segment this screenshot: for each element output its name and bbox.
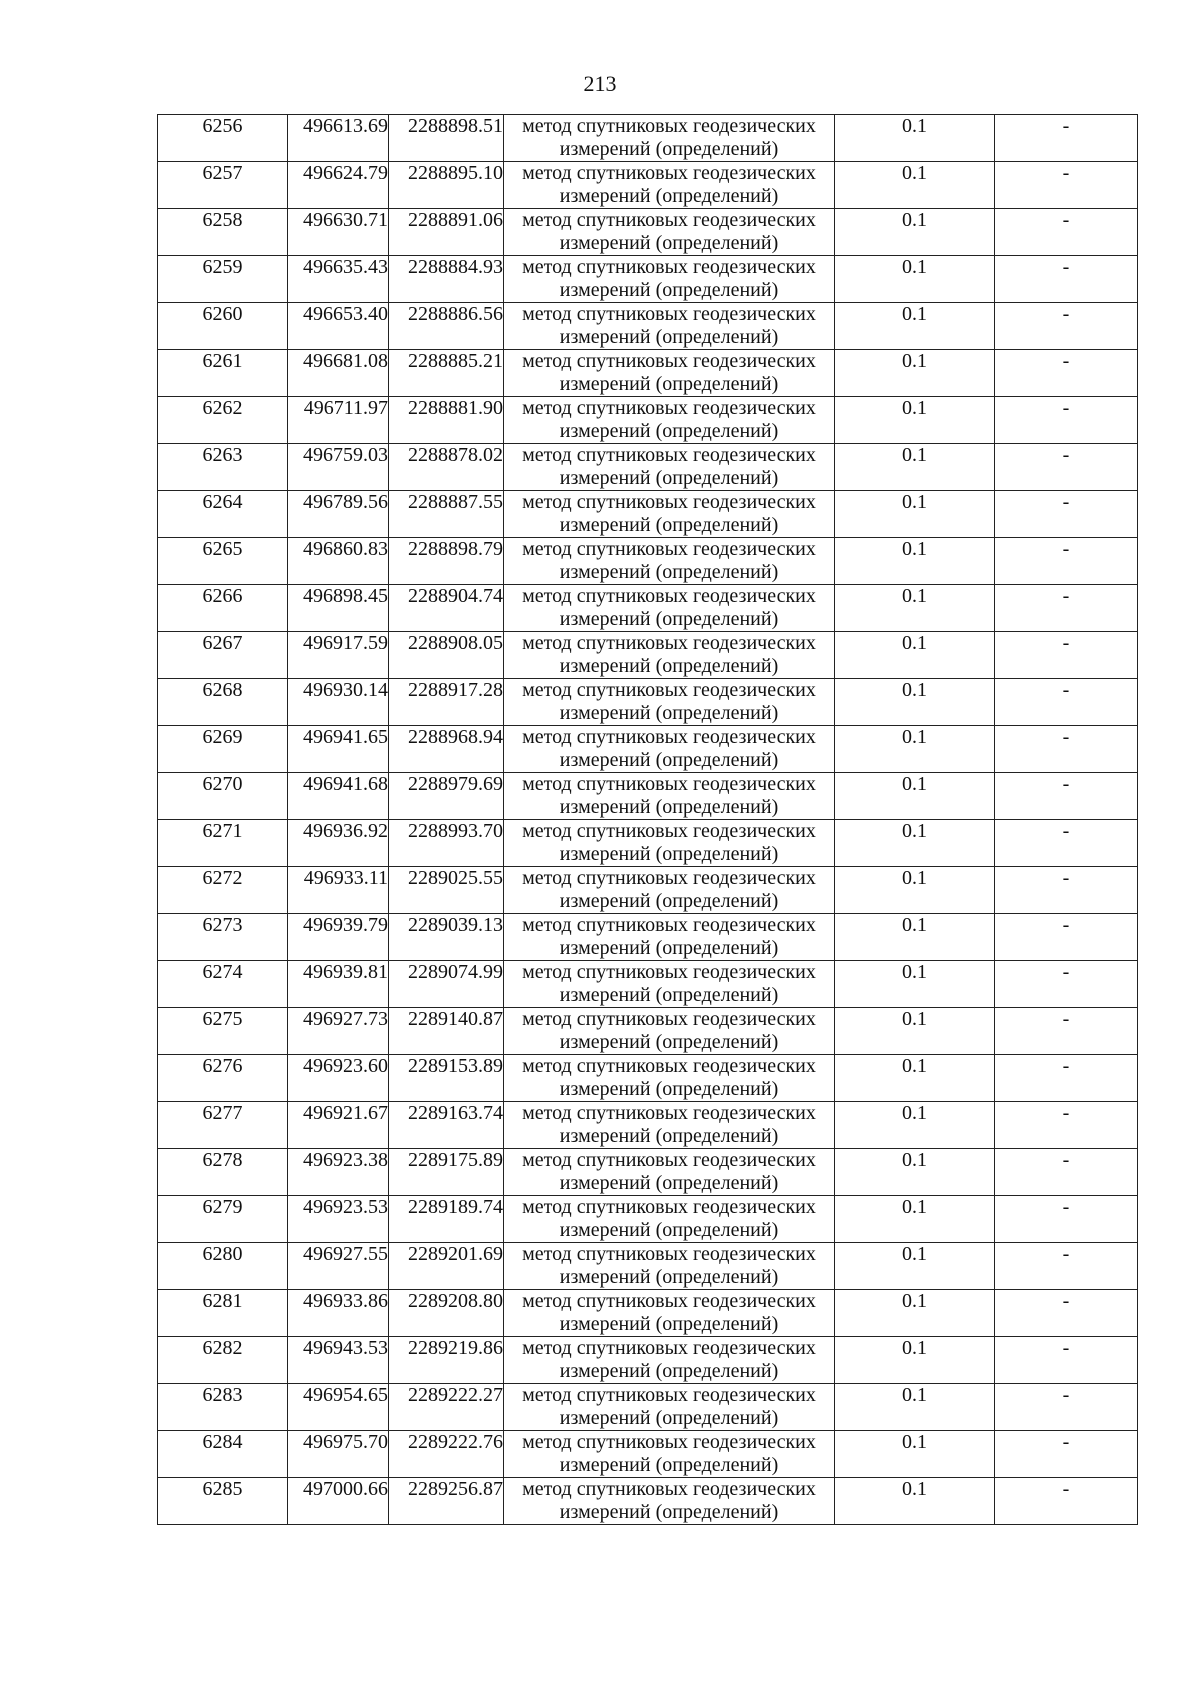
table-row — [158, 256, 1138, 303]
y-coordinate-cell: 2289074.99 — [389, 961, 504, 1008]
method-line-2: измерений (определений) — [559, 1266, 779, 1288]
y-coordinate-cell: 2288886.56 — [389, 303, 504, 350]
description-cell: - — [995, 914, 1138, 961]
method-line-1: метод спутниковых геодезических — [522, 679, 816, 701]
table-row — [158, 303, 1138, 350]
point-number-cell: 6261 — [158, 350, 288, 397]
accuracy-cell: 0.1 — [835, 820, 995, 867]
point-number-cell: 6279 — [158, 1196, 288, 1243]
table-row — [158, 632, 1138, 679]
method-cell — [504, 1196, 835, 1243]
x-coordinate-cell: 496941.65 — [288, 726, 389, 773]
method-line-1: метод спутниковых геодезических — [522, 961, 816, 983]
table-row — [158, 585, 1138, 632]
point-number-cell: 6283 — [158, 1384, 288, 1431]
method-line-1: метод спутниковых геодезических — [522, 585, 816, 607]
point-number-cell: 6270 — [158, 773, 288, 820]
method-line-1: метод спутниковых геодезических — [522, 773, 816, 795]
table-row — [158, 820, 1138, 867]
x-coordinate-cell: 496939.79 — [288, 914, 389, 961]
x-coordinate-cell: 496613.69 — [288, 115, 389, 162]
accuracy-cell: 0.1 — [835, 162, 995, 209]
method-line-1: метод спутниковых геодезических — [522, 1431, 816, 1453]
x-coordinate-cell: 496630.71 — [288, 209, 389, 256]
point-number-cell: 6281 — [158, 1290, 288, 1337]
method-cell — [504, 538, 835, 585]
method-line-2: измерений (определений) — [559, 1313, 779, 1335]
method-line-2: измерений (определений) — [559, 843, 779, 865]
accuracy-cell: 0.1 — [835, 209, 995, 256]
y-coordinate-cell: 2288884.93 — [389, 256, 504, 303]
table-row — [158, 773, 1138, 820]
table-row — [158, 491, 1138, 538]
table-row — [158, 538, 1138, 585]
y-coordinate-cell: 2289140.87 — [389, 1008, 504, 1055]
x-coordinate-cell: 496789.56 — [288, 491, 389, 538]
description-cell: - — [995, 1102, 1138, 1149]
method-line-2: измерений (определений) — [559, 937, 779, 959]
x-coordinate-cell: 496939.81 — [288, 961, 389, 1008]
table-row — [158, 162, 1138, 209]
method-cell — [504, 350, 835, 397]
description-cell: - — [995, 444, 1138, 491]
accuracy-cell: 0.1 — [835, 585, 995, 632]
point-number-cell: 6258 — [158, 209, 288, 256]
method-line-1: метод спутниковых геодезических — [522, 1102, 816, 1124]
accuracy-cell: 0.1 — [835, 1196, 995, 1243]
table-row — [158, 961, 1138, 1008]
method-line-1: метод спутниковых геодезических — [522, 115, 816, 137]
method-line-1: метод спутниковых геодезических — [522, 1243, 816, 1265]
method-line-1: метод спутниковых геодезических — [522, 162, 816, 184]
point-number-cell: 6271 — [158, 820, 288, 867]
method-line-2: измерений (определений) — [559, 138, 779, 160]
accuracy-cell: 0.1 — [835, 1431, 995, 1478]
method-line-2: измерений (определений) — [559, 420, 779, 442]
x-coordinate-cell: 496927.73 — [288, 1008, 389, 1055]
method-line-2: измерений (определений) — [559, 326, 779, 348]
table-row — [158, 1055, 1138, 1102]
table-row — [158, 867, 1138, 914]
description-cell: - — [995, 1290, 1138, 1337]
method-cell — [504, 303, 835, 350]
method-line-2: измерений (определений) — [559, 1454, 779, 1476]
x-coordinate-cell: 496930.14 — [288, 679, 389, 726]
method-cell — [504, 1337, 835, 1384]
description-cell: - — [995, 1008, 1138, 1055]
method-line-1: метод спутниковых геодезических — [522, 397, 816, 419]
method-line-2: измерений (определений) — [559, 1078, 779, 1100]
point-number-cell: 6284 — [158, 1431, 288, 1478]
description-cell: - — [995, 1149, 1138, 1196]
method-line-2: измерений (определений) — [559, 232, 779, 254]
y-coordinate-cell: 2288898.51 — [389, 115, 504, 162]
y-coordinate-cell: 2289153.89 — [389, 1055, 504, 1102]
accuracy-cell: 0.1 — [835, 397, 995, 444]
method-line-2: измерений (определений) — [559, 373, 779, 395]
method-line-1: метод спутниковых геодезических — [522, 491, 816, 513]
method-line-2: измерений (определений) — [559, 467, 779, 489]
description-cell: - — [995, 961, 1138, 1008]
method-line-1: метод спутниковых геодезических — [522, 1008, 816, 1030]
point-number-cell: 6260 — [158, 303, 288, 350]
y-coordinate-cell: 2289163.74 — [389, 1102, 504, 1149]
method-cell — [504, 256, 835, 303]
method-line-1: метод спутниковых геодезических — [522, 867, 816, 889]
point-number-cell: 6256 — [158, 115, 288, 162]
table-body — [158, 115, 1138, 1525]
x-coordinate-cell: 496975.70 — [288, 1431, 389, 1478]
accuracy-cell: 0.1 — [835, 632, 995, 679]
point-number-cell: 6277 — [158, 1102, 288, 1149]
description-cell: - — [995, 1431, 1138, 1478]
method-line-2: измерений (определений) — [559, 655, 779, 677]
description-cell: - — [995, 1384, 1138, 1431]
y-coordinate-cell: 2288917.28 — [389, 679, 504, 726]
method-cell — [504, 1055, 835, 1102]
x-coordinate-cell: 496759.03 — [288, 444, 389, 491]
method-line-1: метод спутниковых геодезических — [522, 1290, 816, 1312]
table-row — [158, 1102, 1138, 1149]
description-cell: - — [995, 350, 1138, 397]
method-line-1: метод спутниковых геодезических — [522, 1337, 816, 1359]
x-coordinate-cell: 496941.68 — [288, 773, 389, 820]
accuracy-cell: 0.1 — [835, 350, 995, 397]
x-coordinate-cell: 496681.08 — [288, 350, 389, 397]
point-number-cell: 6285 — [158, 1478, 288, 1525]
x-coordinate-cell: 496635.43 — [288, 256, 389, 303]
accuracy-cell: 0.1 — [835, 914, 995, 961]
method-line-1: метод спутниковых геодезических — [522, 538, 816, 560]
method-line-2: измерений (определений) — [559, 796, 779, 818]
method-cell — [504, 867, 835, 914]
method-line-2: измерений (определений) — [559, 890, 779, 912]
method-cell — [504, 162, 835, 209]
point-number-cell: 6276 — [158, 1055, 288, 1102]
table-row — [158, 1008, 1138, 1055]
y-coordinate-cell: 2288993.70 — [389, 820, 504, 867]
point-number-cell: 6280 — [158, 1243, 288, 1290]
method-cell — [504, 773, 835, 820]
x-coordinate-cell: 496711.97 — [288, 397, 389, 444]
y-coordinate-cell: 2288891.06 — [389, 209, 504, 256]
method-cell — [504, 1243, 835, 1290]
y-coordinate-cell: 2288885.21 — [389, 350, 504, 397]
point-number-cell: 6266 — [158, 585, 288, 632]
x-coordinate-cell: 496898.45 — [288, 585, 389, 632]
point-number-cell: 6282 — [158, 1337, 288, 1384]
y-coordinate-cell: 2289201.69 — [389, 1243, 504, 1290]
method-line-2: измерений (определений) — [559, 1125, 779, 1147]
y-coordinate-cell: 2288895.10 — [389, 162, 504, 209]
y-coordinate-cell: 2288898.79 — [389, 538, 504, 585]
y-coordinate-cell: 2288968.94 — [389, 726, 504, 773]
point-number-cell: 6268 — [158, 679, 288, 726]
point-number-cell: 6272 — [158, 867, 288, 914]
y-coordinate-cell: 2289189.74 — [389, 1196, 504, 1243]
description-cell: - — [995, 679, 1138, 726]
accuracy-cell: 0.1 — [835, 115, 995, 162]
description-cell: - — [995, 1478, 1138, 1525]
x-coordinate-cell: 496923.60 — [288, 1055, 389, 1102]
y-coordinate-cell: 2289222.76 — [389, 1431, 504, 1478]
method-cell — [504, 397, 835, 444]
method-line-1: метод спутниковых геодезических — [522, 726, 816, 748]
description-cell: - — [995, 115, 1138, 162]
y-coordinate-cell: 2288979.69 — [389, 773, 504, 820]
table-row — [158, 679, 1138, 726]
table-row — [158, 726, 1138, 773]
method-line-1: метод спутниковых геодезических — [522, 256, 816, 278]
method-line-1: метод спутниковых геодезических — [522, 820, 816, 842]
x-coordinate-cell: 496860.83 — [288, 538, 389, 585]
method-line-1: метод спутниковых геодезических — [522, 444, 816, 466]
method-cell — [504, 1008, 835, 1055]
method-line-2: измерений (определений) — [559, 1360, 779, 1382]
table-row — [158, 115, 1138, 162]
method-cell — [504, 1431, 835, 1478]
accuracy-cell: 0.1 — [835, 491, 995, 538]
method-line-2: измерений (определений) — [559, 1031, 779, 1053]
x-coordinate-cell: 496933.86 — [288, 1290, 389, 1337]
description-cell: - — [995, 1337, 1138, 1384]
description-cell: - — [995, 491, 1138, 538]
page-number: 213 — [583, 71, 617, 96]
accuracy-cell: 0.1 — [835, 538, 995, 585]
method-line-2: измерений (определений) — [559, 185, 779, 207]
description-cell: - — [995, 1055, 1138, 1102]
method-cell — [504, 961, 835, 1008]
x-coordinate-cell: 496921.67 — [288, 1102, 389, 1149]
x-coordinate-cell: 496927.55 — [288, 1243, 389, 1290]
description-cell: - — [995, 162, 1138, 209]
method-cell — [504, 209, 835, 256]
point-number-cell: 6263 — [158, 444, 288, 491]
table-row — [158, 1384, 1138, 1431]
x-coordinate-cell: 497000.66 — [288, 1478, 389, 1525]
table-row — [158, 1478, 1138, 1525]
y-coordinate-cell: 2288887.55 — [389, 491, 504, 538]
description-cell: - — [995, 867, 1138, 914]
x-coordinate-cell: 496933.11 — [288, 867, 389, 914]
x-coordinate-cell: 496653.40 — [288, 303, 389, 350]
accuracy-cell: 0.1 — [835, 1290, 995, 1337]
table-row — [158, 1337, 1138, 1384]
method-cell — [504, 1478, 835, 1525]
method-line-2: измерений (определений) — [559, 561, 779, 583]
point-number-cell: 6257 — [158, 162, 288, 209]
accuracy-cell: 0.1 — [835, 256, 995, 303]
method-cell — [504, 726, 835, 773]
point-number-cell: 6259 — [158, 256, 288, 303]
method-line-1: метод спутниковых геодезических — [522, 1149, 816, 1171]
point-number-cell: 6278 — [158, 1149, 288, 1196]
description-cell: - — [995, 303, 1138, 350]
description-cell: - — [995, 1196, 1138, 1243]
method-line-2: измерений (определений) — [559, 1501, 779, 1523]
accuracy-cell: 0.1 — [835, 726, 995, 773]
description-cell: - — [995, 632, 1138, 679]
y-coordinate-cell: 2288878.02 — [389, 444, 504, 491]
table-row — [158, 1243, 1138, 1290]
point-number-cell: 6267 — [158, 632, 288, 679]
table-row — [158, 1196, 1138, 1243]
y-coordinate-cell: 2289219.86 — [389, 1337, 504, 1384]
method-cell — [504, 491, 835, 538]
accuracy-cell: 0.1 — [835, 1337, 995, 1384]
method-cell — [504, 115, 835, 162]
accuracy-cell: 0.1 — [835, 1478, 995, 1525]
accuracy-cell: 0.1 — [835, 679, 995, 726]
accuracy-cell: 0.1 — [835, 961, 995, 1008]
table-row — [158, 1290, 1138, 1337]
y-coordinate-cell: 2289025.55 — [389, 867, 504, 914]
description-cell: - — [995, 1243, 1138, 1290]
x-coordinate-cell: 496936.92 — [288, 820, 389, 867]
method-line-2: измерений (определений) — [559, 608, 779, 630]
coordinates-table — [157, 114, 1138, 1525]
y-coordinate-cell: 2288908.05 — [389, 632, 504, 679]
method-cell — [504, 632, 835, 679]
accuracy-cell: 0.1 — [835, 1243, 995, 1290]
y-coordinate-cell: 2288881.90 — [389, 397, 504, 444]
table-row — [158, 209, 1138, 256]
description-cell: - — [995, 538, 1138, 585]
method-line-2: измерений (определений) — [559, 702, 779, 724]
method-line-2: измерений (определений) — [559, 1219, 779, 1241]
y-coordinate-cell: 2288904.74 — [389, 585, 504, 632]
y-coordinate-cell: 2289208.80 — [389, 1290, 504, 1337]
accuracy-cell: 0.1 — [835, 867, 995, 914]
accuracy-cell: 0.1 — [835, 1149, 995, 1196]
table-row — [158, 1149, 1138, 1196]
method-line-1: метод спутниковых геодезических — [522, 914, 816, 936]
accuracy-cell: 0.1 — [835, 773, 995, 820]
accuracy-cell: 0.1 — [835, 444, 995, 491]
method-line-1: метод спутниковых геодезических — [522, 209, 816, 231]
method-line-2: измерений (определений) — [559, 279, 779, 301]
point-number-cell: 6273 — [158, 914, 288, 961]
accuracy-cell: 0.1 — [835, 1008, 995, 1055]
method-cell — [504, 1290, 835, 1337]
accuracy-cell: 0.1 — [835, 1102, 995, 1149]
y-coordinate-cell: 2289175.89 — [389, 1149, 504, 1196]
x-coordinate-cell: 496954.65 — [288, 1384, 389, 1431]
method-cell — [504, 1149, 835, 1196]
method-line-2: измерений (определений) — [559, 1407, 779, 1429]
method-line-1: метод спутниковых геодезических — [522, 1384, 816, 1406]
method-cell — [504, 914, 835, 961]
method-cell — [504, 820, 835, 867]
method-line-1: метод спутниковых геодезических — [522, 1478, 816, 1500]
method-cell — [504, 585, 835, 632]
point-number-cell: 6274 — [158, 961, 288, 1008]
description-cell: - — [995, 397, 1138, 444]
method-line-1: метод спутниковых геодезических — [522, 350, 816, 372]
x-coordinate-cell: 496917.59 — [288, 632, 389, 679]
point-number-cell: 6269 — [158, 726, 288, 773]
method-line-2: измерений (определений) — [559, 1172, 779, 1194]
x-coordinate-cell: 496624.79 — [288, 162, 389, 209]
method-cell — [504, 444, 835, 491]
point-number-cell: 6262 — [158, 397, 288, 444]
table-row — [158, 444, 1138, 491]
x-coordinate-cell: 496923.38 — [288, 1149, 389, 1196]
table-row — [158, 1431, 1138, 1478]
point-number-cell: 6265 — [158, 538, 288, 585]
x-coordinate-cell: 496923.53 — [288, 1196, 389, 1243]
method-cell — [504, 679, 835, 726]
accuracy-cell: 0.1 — [835, 1384, 995, 1431]
description-cell: - — [995, 820, 1138, 867]
table-row — [158, 350, 1138, 397]
method-cell — [504, 1102, 835, 1149]
method-line-2: измерений (определений) — [559, 984, 779, 1006]
table-row — [158, 397, 1138, 444]
method-line-2: измерений (определений) — [559, 514, 779, 536]
description-cell: - — [995, 773, 1138, 820]
accuracy-cell: 0.1 — [835, 1055, 995, 1102]
accuracy-cell: 0.1 — [835, 303, 995, 350]
method-line-1: метод спутниковых геодезических — [522, 632, 816, 654]
method-line-2: измерений (определений) — [559, 749, 779, 771]
y-coordinate-cell: 2289222.27 — [389, 1384, 504, 1431]
description-cell: - — [995, 209, 1138, 256]
method-line-1: метод спутниковых геодезических — [522, 303, 816, 325]
x-coordinate-cell: 496943.53 — [288, 1337, 389, 1384]
y-coordinate-cell: 2289256.87 — [389, 1478, 504, 1525]
y-coordinate-cell: 2289039.13 — [389, 914, 504, 961]
method-line-1: метод спутниковых геодезических — [522, 1055, 816, 1077]
description-cell: - — [995, 585, 1138, 632]
description-cell: - — [995, 726, 1138, 773]
description-cell: - — [995, 256, 1138, 303]
point-number-cell: 6264 — [158, 491, 288, 538]
table-row — [158, 914, 1138, 961]
method-cell — [504, 1384, 835, 1431]
point-number-cell: 6275 — [158, 1008, 288, 1055]
method-line-1: метод спутниковых геодезических — [522, 1196, 816, 1218]
